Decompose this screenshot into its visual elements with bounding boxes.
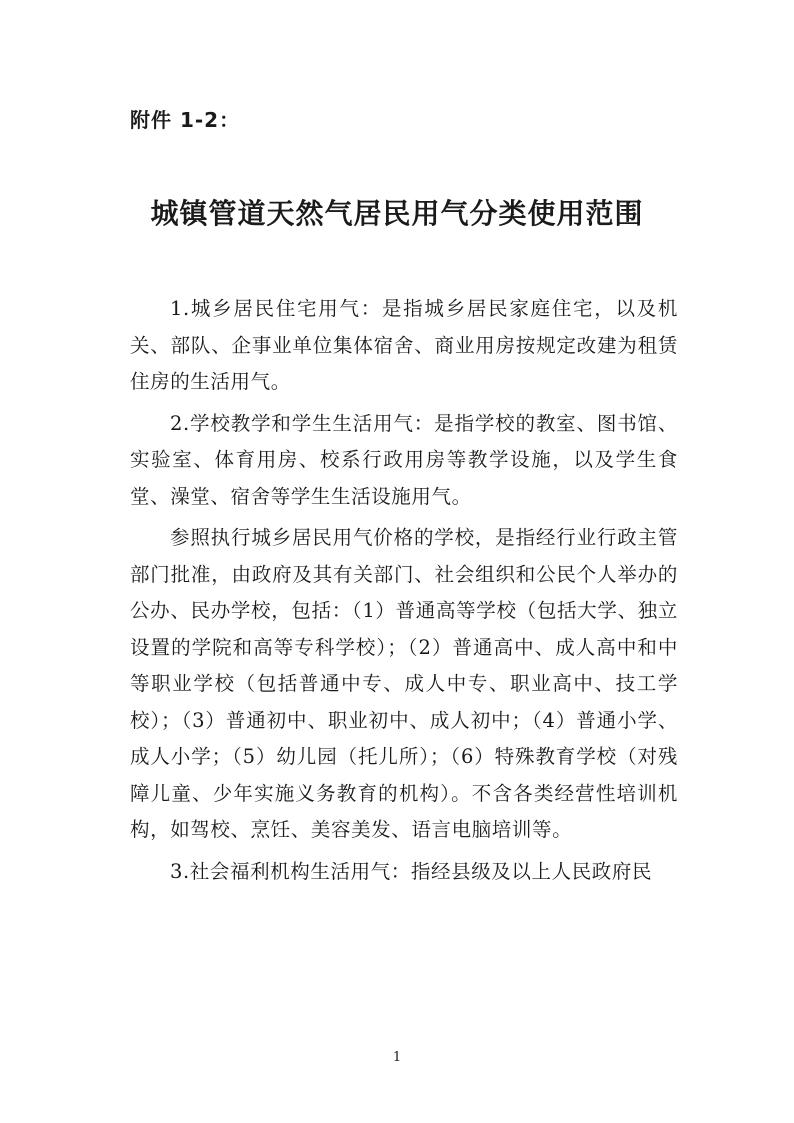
page-number: 1 <box>392 1050 402 1065</box>
paragraph-residential-use: 1.城乡居民住宅用气：是指城乡居民家庭住宅，以及机关、部队、企事业单位集体宿舍、商业用房按规定改建为租赁住房的生活用气。 <box>130 297 678 393</box>
paragraph-school-reference: 参照执行城乡居民用气价格的学校，是指经行业行政主管部门批准，由政府及其有关部门、社会组织和公民个人举办的公办、民办学校，包括：（1）普通高等学校（包括大学、独立设置的学院和高等专科学校）；（2）普通高中、成人高中和中等职业学校（包括普通中专、成人中专、职业高中、技工学校）；（3）普通初中、职业初中、成人初中；（4）普通小学、成人小学；（5）幼儿园（托儿所）；（6）特殊教育学校（对残障儿童、少年实施义务教育的机构）。不含各类经营性培训机构，如驾校、烹饪、美容美发、语言电脑培训等。 <box>130 526 678 841</box>
document-title: 城镇管道天然气居民用气分类使用范围 <box>150 197 644 230</box>
attachment-label: 附件 1-2： <box>130 108 241 132</box>
paragraph-welfare-use: 3.社会福利机构生活用气：指经县级及以上人民政府民 <box>170 859 653 883</box>
document-body <box>130 291 678 895</box>
paragraph-school-use: 2.学校教学和学生生活用气：是指学校的教室、图书馆、实验室、体育用房、校系行政用房等教学设施，以及学生食堂、澡堂、宿舍等学生生活设施用气。 <box>130 411 678 508</box>
